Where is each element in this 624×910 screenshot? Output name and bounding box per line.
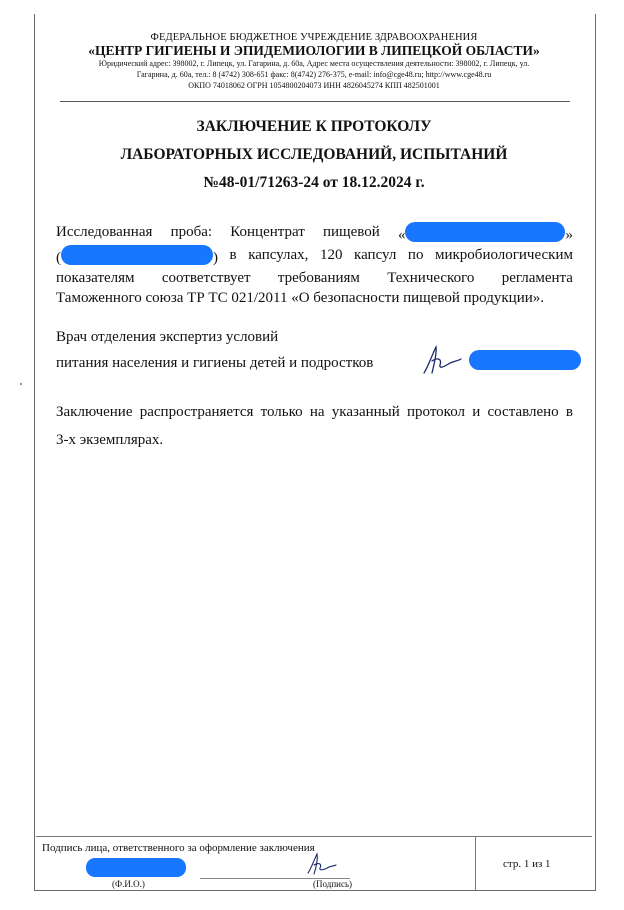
- footer-divider: [36, 836, 592, 837]
- document-title-line-1: ЗАКЛЮЧЕНИЕ К ПРОТОКОЛУ: [196, 118, 432, 135]
- doctor-position-line-1: Врач отделения экспертиз условий: [56, 329, 279, 345]
- conclusion-line-2: ( ) в капсулах, 120 капсул по микробиологическим: [56, 247, 573, 266]
- doctor-position-line-2: питания населения и гигиены детей и подростков: [56, 355, 374, 371]
- doctor-name-redaction: [469, 350, 581, 370]
- registration-codes: ОКПО 74018062 ОГРН 1054800204073 ИНН 4826045274 КПП 482501001: [188, 81, 440, 90]
- protocol-number: №48-01/71263-24 от 18.12.2024 г.: [203, 174, 425, 191]
- doctor-signature: [420, 343, 462, 377]
- conclusion-line-3: показателям соответствует требованиям Технического регламента: [56, 270, 573, 286]
- org-type: ФЕДЕРАЛЬНОЕ БЮДЖЕТНОЕ УЧРЕЖДЕНИЕ ЗДРАВООХРАНЕНИЯ: [150, 32, 478, 43]
- org-name: «ЦЕНТР ГИГИЕНЫ И ЭПИДЕМИОЛОГИИ В ЛИПЕЦКОЙ ОБЛАСТИ»: [88, 43, 540, 58]
- conclusion-line-4: Таможенного союза ТР ТС 021/2011 «О безопасности пищевой продукции».: [56, 290, 544, 306]
- sample-conclusion-paragraph: [56, 222, 573, 308]
- address-line-1: Юридический адрес: 398002, г. Липецк, ул. Гагарина, д. 60а, Адрес места осуществления деятельности: 398002, г. Липецк, ул.: [98, 59, 530, 68]
- header-divider: [60, 101, 570, 102]
- scope-line-2: 3-х экземплярах.: [56, 432, 164, 448]
- scope-paragraph: [56, 402, 573, 450]
- document-title-line-2: ЛАБОРАТОРНЫХ ИССЛЕДОВАНИЙ, ИСПЫТАНИЙ: [120, 146, 508, 163]
- address-line-2: Гагарина, д. 60а, тел.: 8 (4742) 308-651 факс: 8(4742) 276-375, e-mail: info@cge48.ru; http://www.cge48.ru: [136, 70, 492, 79]
- signature-caption: (Подпись): [313, 879, 353, 889]
- responsible-signature-label: Подпись лица, ответственного за оформление заключения: [42, 842, 315, 854]
- manufacturer-redaction: [61, 245, 213, 265]
- conclusion-line-1: Исследованная проба: Концентрат пищевой « »: [56, 224, 573, 243]
- product-name-redaction: [405, 222, 565, 242]
- fio-caption: (Ф.И.О.): [112, 879, 145, 889]
- responsible-signature: [305, 851, 337, 877]
- responsible-name-redaction: [86, 858, 186, 877]
- scope-line-1: Заключение распространяется только на указанный протокол и составлено в: [56, 404, 573, 420]
- footer-column-divider: [475, 837, 476, 890]
- page-number: стр. 1 из 1: [503, 858, 551, 870]
- scan-speck: [20, 383, 22, 385]
